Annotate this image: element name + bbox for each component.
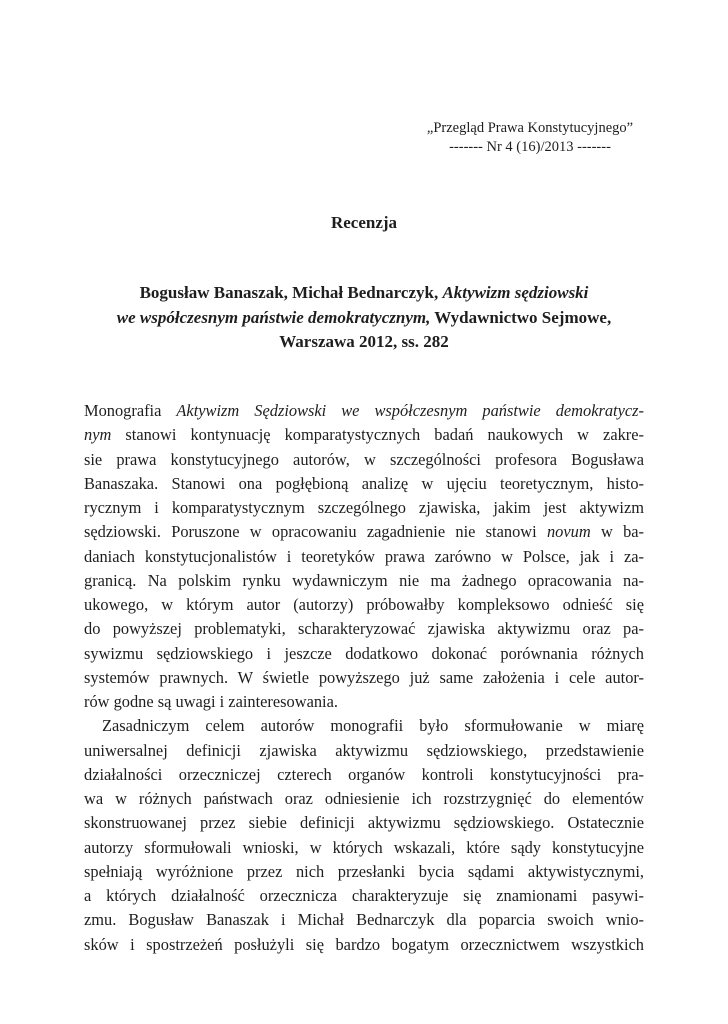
text-line: nym stanowi kontynuację komparatystycznych badań naukowych w zakre- bbox=[84, 425, 644, 445]
review-body bbox=[84, 399, 644, 957]
text-line: autorzy sformułowali wnioski, w których wskazali, które sądy konstytucyjne bbox=[84, 837, 644, 857]
section-title: Recenzja bbox=[330, 213, 398, 232]
text-line: działalności orzeczniczej czterech organów kontroli konstytucyjności pra- bbox=[84, 764, 644, 784]
citation-title-part-1: Aktywizm sędziowski bbox=[442, 283, 589, 302]
text-line: ukowego, w którym autor (autorzy) próbowałby kompleksowo odnieść się bbox=[84, 595, 644, 614]
text-line: wa w różnych państwach oraz odniesienie ich rozstrzygnięć do elementów bbox=[84, 789, 644, 808]
text-line: rycznym i komparatystycznym szczególnego zjawiska, jakim jest aktywizm bbox=[84, 498, 644, 517]
running-header bbox=[380, 119, 680, 157]
book-title-italic: nym bbox=[84, 425, 112, 445]
text-line: systemów prawnych. W świetle powyższego już same założenia i cele autor- bbox=[84, 667, 644, 687]
text-line: sędziowski. Poruszone w opracowaniu zagadnienie nie stanowi novum w ba- bbox=[84, 522, 645, 542]
text-line: rów godne są uwagi i zainteresowania. bbox=[84, 692, 338, 711]
journal-name: „Przegląd Prawa Konstytucyjnego” bbox=[426, 120, 634, 136]
text-line: sywizmu sędziowskiego i jeszcze dodatkowo dokonać porównania różnych bbox=[84, 643, 644, 663]
text-line: spełniają wyróżnione przez nich przesłanki bycia sądami aktywistycznymi, bbox=[84, 861, 644, 881]
book-citation bbox=[84, 281, 644, 355]
text-line: a których działalność orzecznicza charakteryzuje się znamionami pasywi- bbox=[84, 886, 644, 905]
citation-authors: Bogusław Banaszak, Michał Bednarczyk, bbox=[139, 283, 443, 302]
citation-publisher: Wydawnictwo Sejmowe, bbox=[430, 307, 612, 327]
citation-line-3: Warszawa 2012, ss. 282 bbox=[279, 332, 449, 351]
text-line: do powyższej problematyki, scharakteryzować zjawiska aktywizmu oraz pa- bbox=[84, 619, 644, 639]
latin-term-italic: novum bbox=[546, 522, 591, 542]
text-line: Zasadniczym celem autorów monografii było sformułowanie w miarę bbox=[102, 716, 644, 736]
text-line: Banaszaka. Stanowi ona pogłębioną analizę w ujęciu teoretycznym, histo- bbox=[84, 473, 644, 493]
text-line: skonstruowanej przez siebie definicji aktywizmu sędziowskiego. Ostatecznie bbox=[84, 813, 644, 833]
citation-line-1 bbox=[84, 281, 644, 306]
text-line: sie prawa konstytucyjnego autorów, w szczególności profesora Bogusława bbox=[84, 449, 644, 469]
paragraph-2 bbox=[84, 714, 644, 957]
citation-title-part-2: we współczesnym państwie demokratycznym, bbox=[116, 307, 431, 327]
text-line: sków i spostrzeżeń posłużyli się bardzo bogatym orzecznictwem wszystkich bbox=[84, 934, 644, 954]
issue-number: ------- Nr 4 (16)/2013 ------- bbox=[449, 139, 611, 155]
paragraph-1 bbox=[84, 399, 644, 714]
book-title-italic: Aktywizm Sędziowski we współczesnym państwie demokratycz- bbox=[176, 401, 644, 420]
text-line: granicą. Na polskim rynku wydawniczym nie ma żadnego opracowania na- bbox=[84, 570, 644, 590]
text-line: zmu. Bogusław Banaszak i Michał Bednarczyk dla poparcia swoich wnio- bbox=[84, 910, 644, 930]
text-line: Monografia Aktywizm Sędziowski we współczesnym państwie demokratycz- bbox=[84, 401, 644, 420]
citation-line-2 bbox=[84, 306, 644, 331]
text-line: uniwersalnej definicji zjawiska aktywizmu sędziowskiego, przedstawienie bbox=[84, 740, 644, 760]
text-line: daniach konstytucjonalistów i teoretyków prawa zarówno w Polsce, jak i za- bbox=[84, 546, 644, 566]
